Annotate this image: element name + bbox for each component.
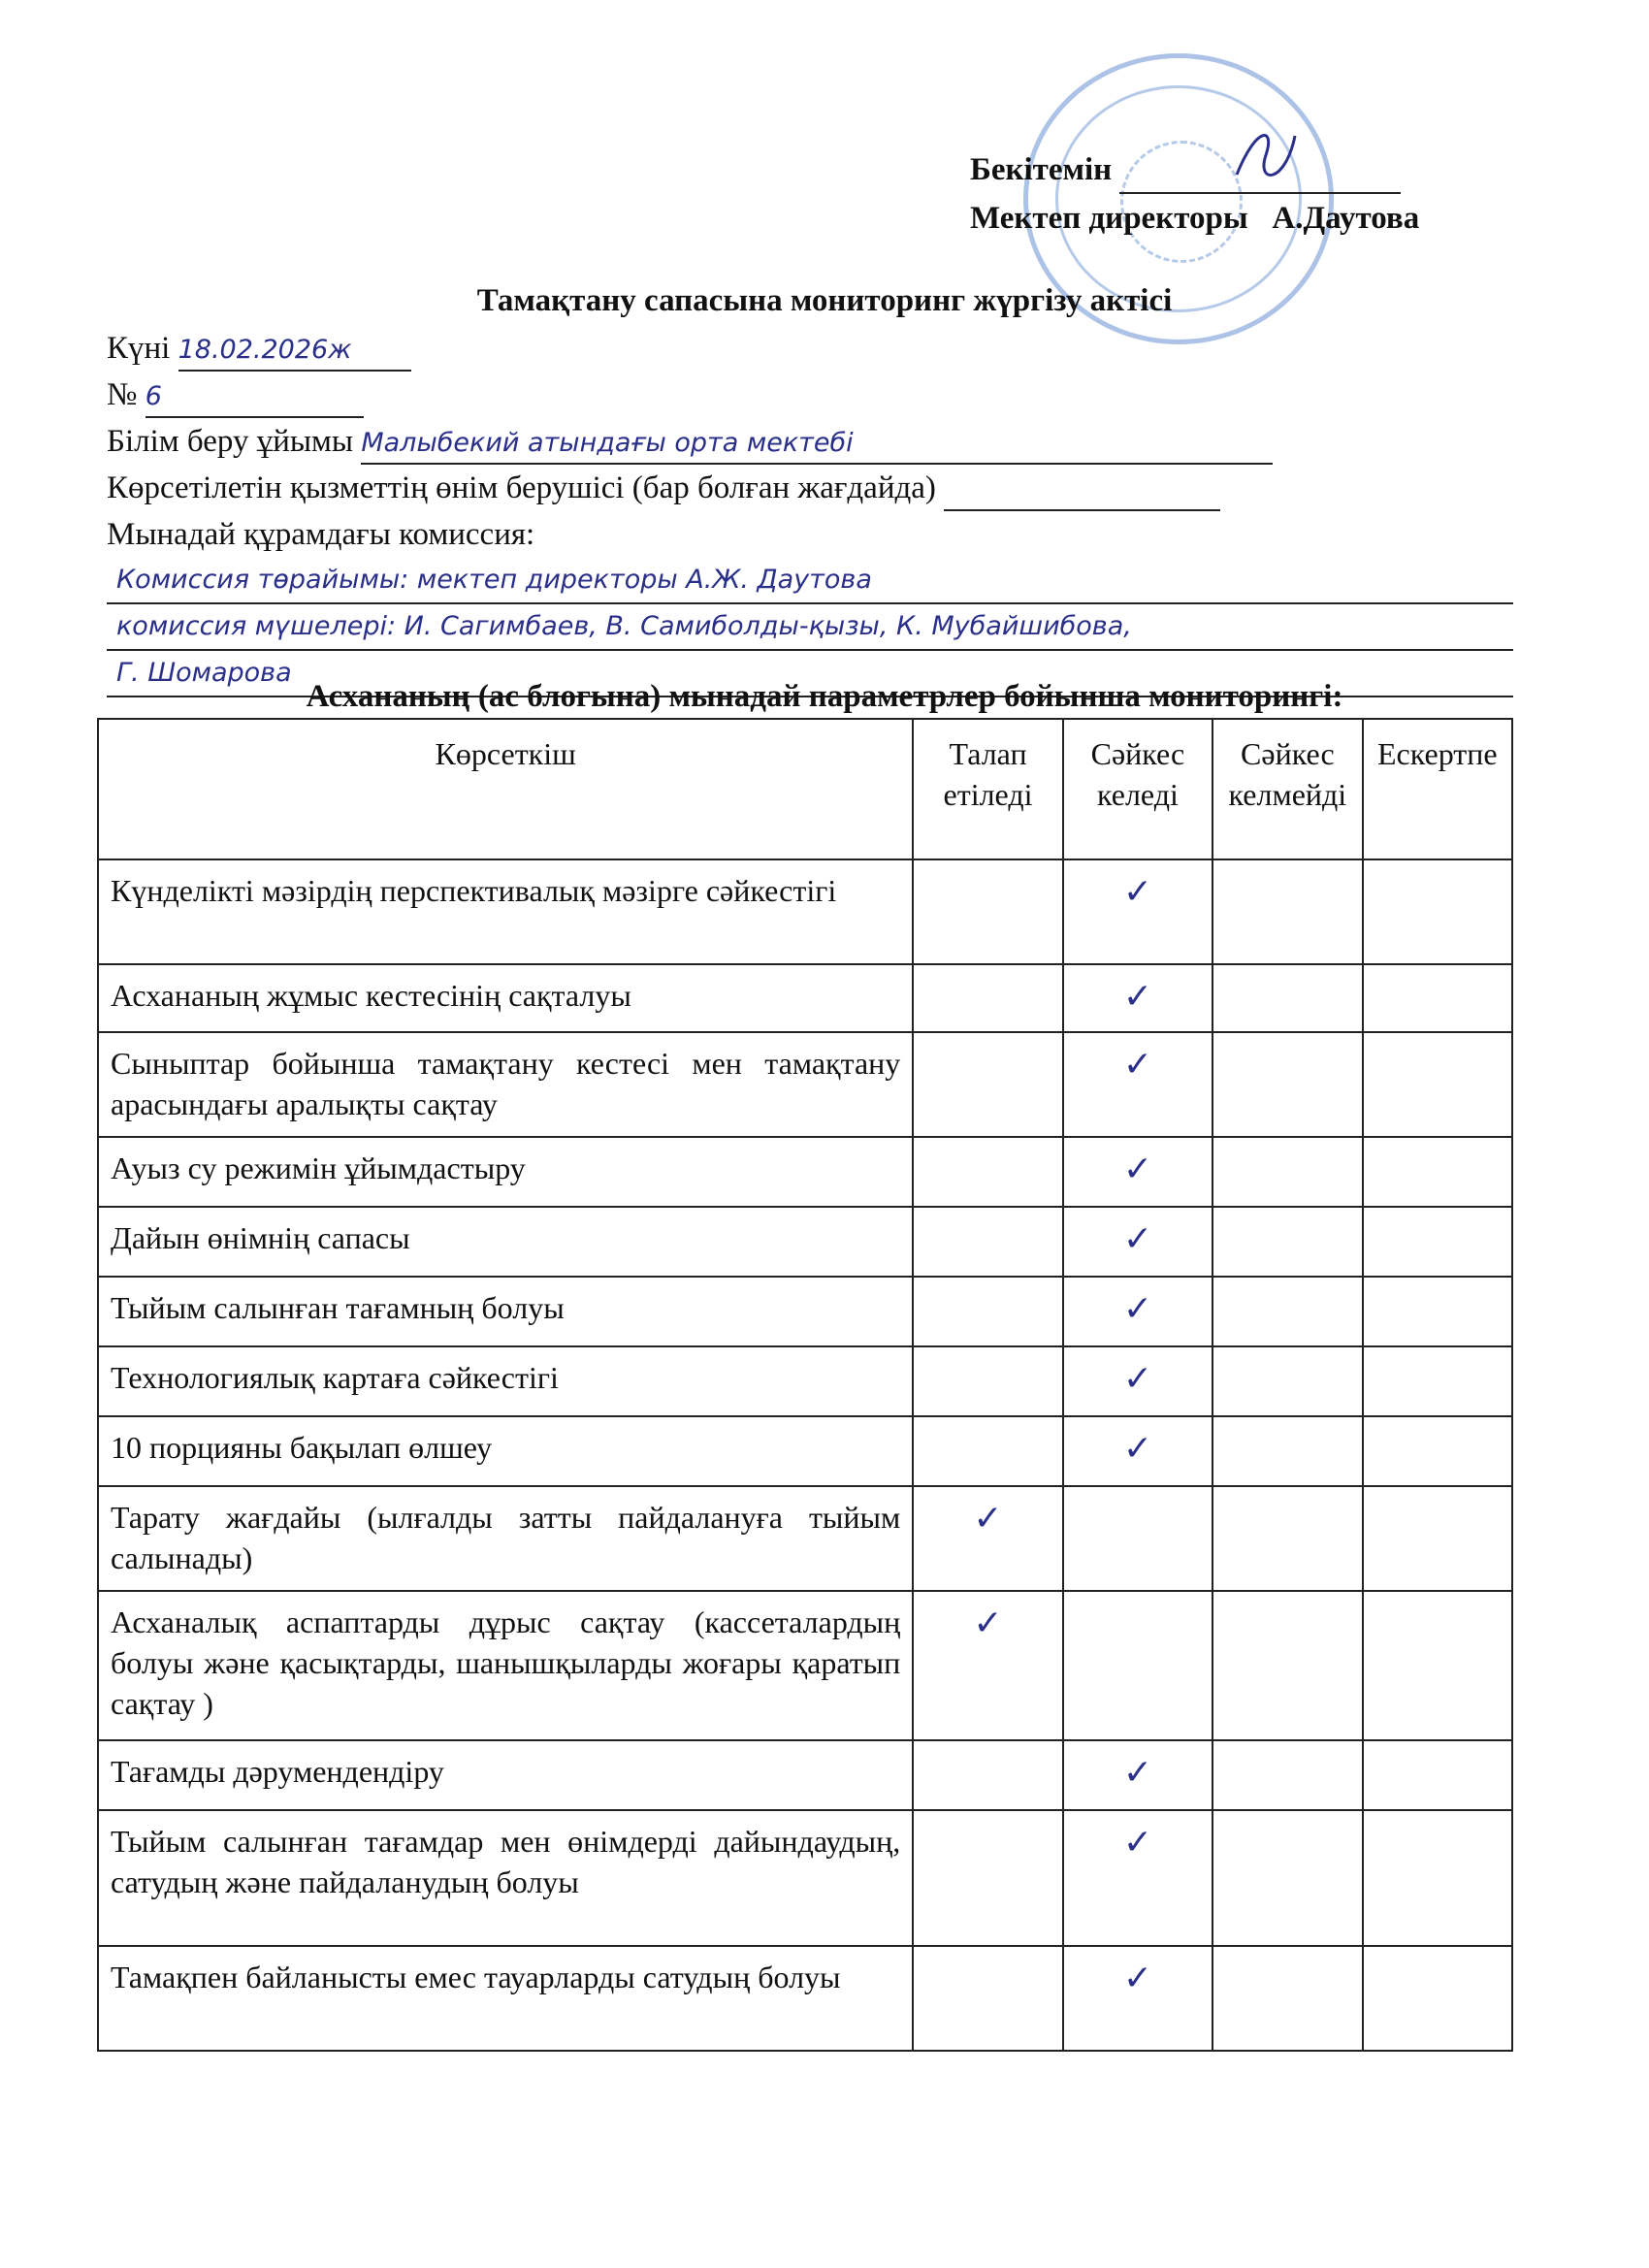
noncompliant-cell [1212,1810,1362,1946]
date-label: Күні [107,331,171,366]
section-heading: Асхананың (ас блогына) мынадай параметрлер бойынша мониторингі: [306,679,1343,714]
required-cell [913,1346,1062,1416]
note-cell [1363,1591,1512,1740]
noncompliant-cell [1212,859,1362,964]
table-row [98,1740,1512,1810]
compliant-cell [1063,1591,1212,1740]
approval-name: А.Даутова [1272,201,1420,236]
header-note: Ескертпе [1363,719,1512,859]
required-cell [913,1740,1062,1810]
note-cell [1363,1207,1512,1277]
header-fields [107,325,1513,697]
required-cell: ✓ [913,1486,1062,1591]
commission-line-1: Комиссия төрайымы: мектеп директоры А.Ж. Даутова [107,558,1513,604]
indicator-cell: Сыныптар бойынша тамақтану кестесі мен тамақтану арасындағы аралықты сақтау [98,1032,913,1137]
required-cell [913,1277,1062,1346]
number-label: № [107,377,138,412]
note-cell [1363,1810,1512,1946]
required-cell [913,859,1062,964]
table-row [98,1277,1512,1346]
table-row [98,1946,1512,2051]
approval-position: Мектеп директоры [970,201,1248,236]
table-row [98,1810,1512,1946]
table-row [98,1591,1512,1740]
note-cell [1363,859,1512,964]
table-row [98,1137,1512,1207]
indicator-cell: Асхананың жұмыс кестесінің сақталуы [98,964,913,1032]
required-cell: ✓ [913,1591,1062,1740]
header-noncompliant: Сәйкес келмейді [1212,719,1362,859]
required-cell [913,1137,1062,1207]
note-cell [1363,1486,1512,1591]
header-indicator: Көрсеткіш [98,719,913,859]
supplier-blank [944,470,1220,511]
note-cell [1363,1137,1512,1207]
compliant-cell: ✓ [1063,1946,1212,2051]
required-cell [913,1810,1062,1946]
header-compliant: Сәйкес келеді [1063,719,1212,859]
noncompliant-cell [1212,1137,1362,1207]
compliant-cell: ✓ [1063,1810,1212,1946]
note-cell [1363,1740,1512,1810]
supplier-row [107,465,1513,511]
required-cell [913,1032,1062,1137]
compliant-cell: ✓ [1063,964,1212,1032]
document-title: Тамақтану сапасына мониторинг жүргізу актісі [476,283,1173,318]
note-cell [1363,1346,1512,1416]
note-cell [1363,1946,1512,2051]
monitoring-table [97,718,1513,2052]
approval-label: Бекітемін [970,152,1113,187]
number-value: 6 [146,377,364,418]
noncompliant-cell [1212,1740,1362,1810]
number-row [107,372,1513,418]
table-row [98,1416,1512,1486]
noncompliant-cell [1212,1207,1362,1277]
approval-block [970,146,1419,243]
noncompliant-cell [1212,1346,1362,1416]
compliant-cell: ✓ [1063,1032,1212,1137]
table-row [98,964,1512,1032]
indicator-cell: Тағамды дәрумендендіру [98,1740,913,1810]
org-label: Білім беру ұйымы [107,424,354,459]
header-required: Талап етіледі [913,719,1062,859]
indicator-cell: 10 порцияны бақылап өлшеу [98,1416,913,1486]
commission-line-2: комиссия мүшелері: И. Сагимбаев, В. Самиболды-қызы, К. Мубайшибова, [107,604,1513,651]
table-row [98,1486,1512,1591]
compliant-cell: ✓ [1063,1277,1212,1346]
indicator-cell: Дайын өнімнің сапасы [98,1207,913,1277]
required-cell [913,1946,1062,2051]
date-value: 18.02.2026ж [178,331,411,372]
org-row [107,418,1513,465]
note-cell [1363,1032,1512,1137]
date-row [107,325,1513,372]
table-row [98,859,1512,964]
noncompliant-cell [1212,1946,1362,2051]
note-cell [1363,964,1512,1032]
commission-label: Мынадай құрамдағы комиссия: [107,517,535,552]
required-cell [913,964,1062,1032]
noncompliant-cell [1212,1032,1362,1137]
noncompliant-cell [1212,1486,1362,1591]
compliant-cell [1063,1486,1212,1591]
director-signature [1227,116,1305,194]
indicator-cell: Асханалық аспаптарды дұрыс сақтау (кассеталардың болуы және қасықтарды, шанышқыларды жоғары қаратып сақтау ) [98,1591,913,1740]
compliant-cell: ✓ [1063,1740,1212,1810]
note-cell [1363,1277,1512,1346]
table-row [98,1207,1512,1277]
indicator-cell: Тарату жағдайы (ылғалды затты пайдалануға тыйым салынады) [98,1486,913,1591]
noncompliant-cell [1212,1591,1362,1740]
compliant-cell: ✓ [1063,1416,1212,1486]
indicator-cell: Күнделікті мәзірдің перспективалық мәзірге сәйкестігі [98,859,913,964]
compliant-cell: ✓ [1063,1137,1212,1207]
note-cell [1363,1416,1512,1486]
noncompliant-cell [1212,1416,1362,1486]
table-row [98,1032,1512,1137]
noncompliant-cell [1212,964,1362,1032]
org-value: Малыбекий атындағы орта мектебі [361,424,1273,465]
noncompliant-cell [1212,1277,1362,1346]
indicator-cell: Ауыз су режимін ұйымдастыру [98,1137,913,1207]
table-header-row [98,719,1512,859]
supplier-label: Көрсетілетін қызметтің өнім берушісі (бар болған жағдайда) [107,470,936,505]
compliant-cell: ✓ [1063,859,1212,964]
table-row [98,1346,1512,1416]
indicator-cell: Технологиялық картаға сәйкестігі [98,1346,913,1416]
required-cell [913,1207,1062,1277]
indicator-cell: Тыйым салынған тағамдар мен өнімдерді дайындаудың, сатудың және пайдаланудың болуы [98,1810,913,1946]
required-cell [913,1416,1062,1486]
compliant-cell: ✓ [1063,1346,1212,1416]
compliant-cell: ✓ [1063,1207,1212,1277]
indicator-cell: Тыйым салынған тағамның болуы [98,1277,913,1346]
indicator-cell: Тамақпен байланысты емес тауарларды сатудың болуы [98,1946,913,2051]
commission-line-3: Г. Шомарова [107,651,1513,697]
